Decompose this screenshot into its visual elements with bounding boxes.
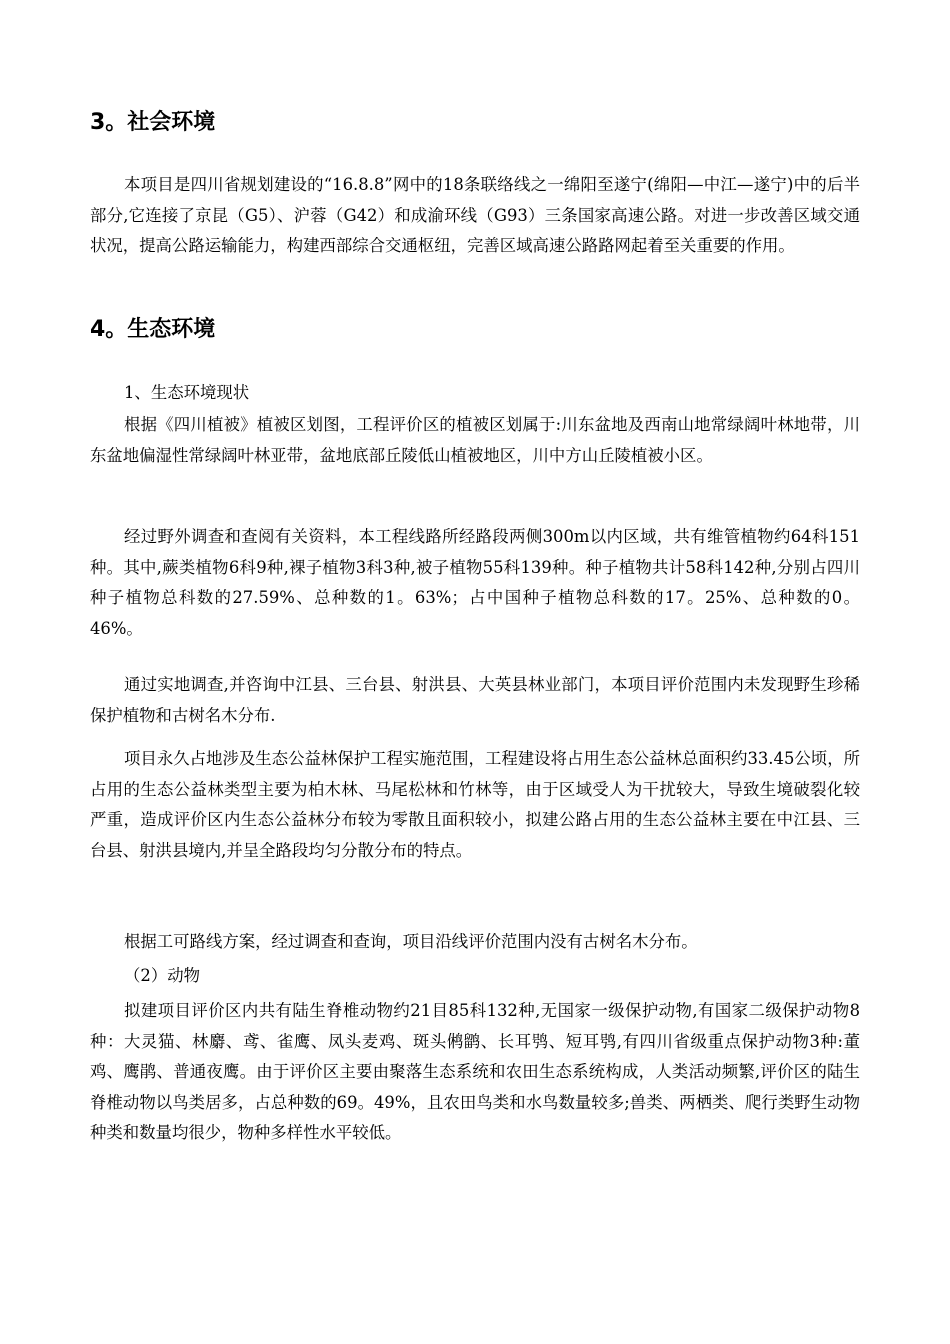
vegetation-zoning-paragraph: 根据《四川植被》植被区划图，工程评价区的植被区划属于:川东盆地及西南山地常绿阔叶林地带，川东盆地偏湿性常绿阔叶林亚带，盆地底部丘陵低山植被地区，川中方山丘陵植被小区。 (90, 415, 860, 465)
subheading-animals: （2）动物 (124, 966, 200, 985)
ancient-trees-paragraph: 根据工可路线方案，经过调查和查询，项目沿线评价范围内没有古树名木分布。 (124, 932, 698, 951)
animals-paragraph: 拟建项目评价区内共有陆生脊椎动物约21目85科132种,无国家一级保护动物,有国家二级保护动物8种：大灵猫、林麝、鸢、雀鹰、凤头麦鸡、斑头鸺鹠、长耳鸮、短耳鸮,有四川省级重点保护动物3种:董鸡、鹰鹃、普通夜鹰。由于评价区主要由聚落生态系统和农田生态系统构成，人类活动频繁,评价区的陆生脊椎动物以鸟类居多，占总种数的69。49%，且农田鸟类和水鸟数量较多;兽类、两栖类、爬行类野生动物种类和数量均很少，物种多样性水平较低。 (90, 1001, 860, 1142)
social-paragraph: 本项目是四川省规划建设的“16.8.8”网中的18条联络线之一绵阳至遂宁(绵阳—中江—遂宁)中的后半部分,它连接了京昆（G5）、沪蓉（G42）和成渝环线（G93）三条国家高速公路。对进一步改善区域交通状况，提高公路运输能力，构建西部综合交通枢纽，完善区域高速公路路网起着至关重要的作用。 (90, 175, 860, 255)
subheading-ecology-status: 1、生态环境现状 (124, 383, 250, 402)
forest-land-paragraph: 项目永久占地涉及生态公益林保护工程实施范围，工程建设将占用生态公益林总面积约33.45公顷，所占用的生态公益林类型主要为柏木林、马尾松林和竹林等，由于区域受人为干扰较大，导致生境破裂化较严重，造成评价区内生态公益林分布较为零散且面积较小，拟建公路占用的生态公益林主要在中江县、三台县、射洪县境内,并呈全路段均匀分散分布的特点。 (90, 749, 860, 860)
section-heading-ecology: 4。生态环境 (90, 317, 216, 342)
rare-plants-paragraph: 通过实地调查,并咨询中江县、三台县、射洪县、大英县林业部门，本项目评价范围内未发现野生珍稀保护植物和古树名木分布. (90, 675, 860, 725)
plant-survey-paragraph: 经过野外调查和查阅有关资料，本工程线路所经路段两侧300m以内区域，共有维管植物约64科151种。其中,蕨类植物6科9种,裸子植物3科3种,被子植物55科139种。种子植物共计58科142种,分别占四川种子植物总科数的27.59%、总种数的1。63%；占中国种子植物总科数的17。25%、总种数的0。46%。 (90, 527, 860, 638)
section-heading-social: 3。社会环境 (90, 110, 216, 135)
